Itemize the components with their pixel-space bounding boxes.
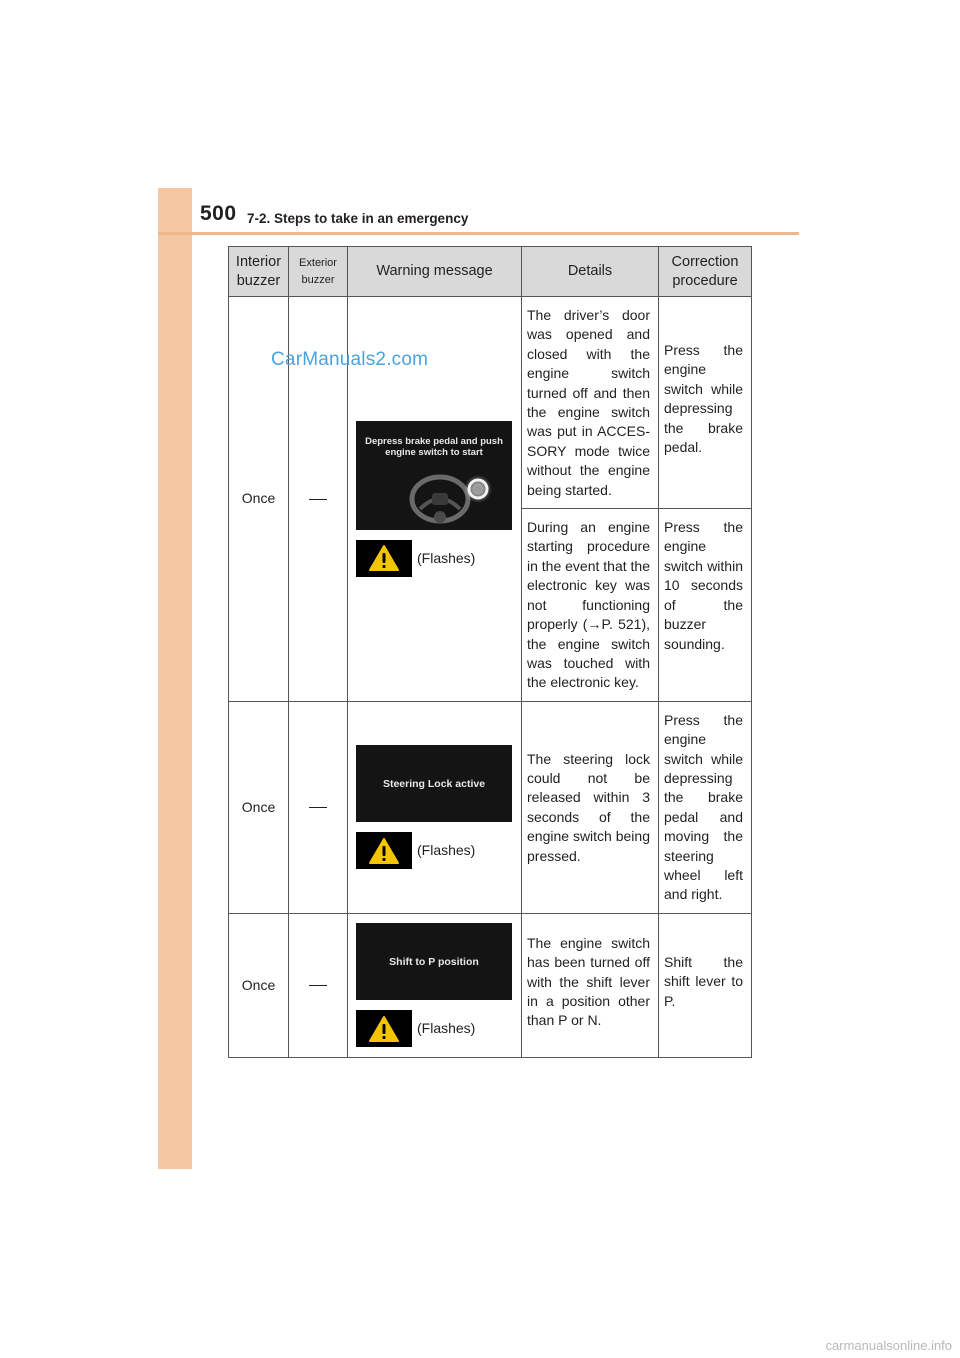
correction-cell: Press the engine switch while depressing the brake pedal. <box>659 297 752 509</box>
correction-cell: Press the engine switch while depressing the brake pedal and moving the steering wheel left and right. <box>659 701 752 913</box>
chapter-side-tab <box>158 188 192 1169</box>
details-cell: During an engine starting procedure in the event that the electronic key was not functioning properly (→P. 521), the engine switch was touched with the electronic key. <box>522 509 659 702</box>
footer-watermark-text: carmanualsonline.info <box>825 1338 952 1353</box>
section-title: 7-2. Steps to take in an emergency <box>247 211 469 226</box>
page-number: 500 <box>200 202 237 225</box>
flashes-label: (Flashes) <box>417 842 476 859</box>
dash-mark <box>309 807 327 808</box>
interior-buzzer-cell: Once <box>229 297 289 702</box>
engine-switch-illustration <box>396 469 496 525</box>
warning-message-cell <box>348 701 522 913</box>
details-cell: The driver’s door was opened and closed with the engine switch turned off and then the engine switch was put in ACCES-SORY mode twice without the engine being started. <box>522 297 659 509</box>
header-exterior-buzzer: Exterior buzzer <box>289 247 348 297</box>
header-warning-message: Warning message <box>348 247 522 297</box>
display-screen-text: Shift to P position <box>389 955 479 968</box>
watermark-text[interactable]: CarManuals2.com <box>271 349 429 370</box>
details-cell: The engine switch has been turned off with the shift lever in a position other than P or N. <box>522 913 659 1057</box>
details-cell: The steering lock could not be released within 3 seconds of the engine switch being pressed. <box>522 701 659 913</box>
header-interior-buzzer: Interior buzzer <box>229 247 289 297</box>
dash-mark <box>309 985 327 986</box>
warning-triangle-icon <box>356 540 412 577</box>
header-details: Details <box>522 247 659 297</box>
header-rule <box>158 232 799 235</box>
display-screen-text: Steering Lock active <box>382 777 486 790</box>
correction-cell: Press the engine switch within 10 seconds of the buzzer sounding. <box>659 509 752 702</box>
flash-indicator <box>356 540 521 577</box>
table-row <box>229 297 752 509</box>
warning-message-cell <box>348 913 522 1057</box>
warning-triangle-icon <box>356 832 412 869</box>
interior-buzzer-cell: Once <box>229 701 289 913</box>
display-screen-image <box>356 923 512 1000</box>
flashes-label: (Flashes) <box>417 549 476 566</box>
header-correction-procedure: Correction procedure <box>659 247 752 297</box>
display-screen-text: Depress brake pedal and push engine switch to start <box>365 435 503 459</box>
flash-indicator <box>356 1010 521 1047</box>
table-row <box>229 913 752 1057</box>
display-screen-image <box>356 745 512 822</box>
dash-mark <box>309 499 327 500</box>
correction-cell: Shift the shift lever to P. <box>659 913 752 1057</box>
flashes-label: (Flashes) <box>417 1020 476 1037</box>
exterior-buzzer-cell <box>289 701 348 913</box>
display-screen-image <box>356 421 512 530</box>
table-row <box>229 701 752 913</box>
flash-indicator <box>356 832 521 869</box>
table-header-row <box>229 247 752 297</box>
exterior-buzzer-cell <box>289 913 348 1057</box>
interior-buzzer-cell: Once <box>229 913 289 1057</box>
warning-triangle-icon <box>356 1010 412 1047</box>
